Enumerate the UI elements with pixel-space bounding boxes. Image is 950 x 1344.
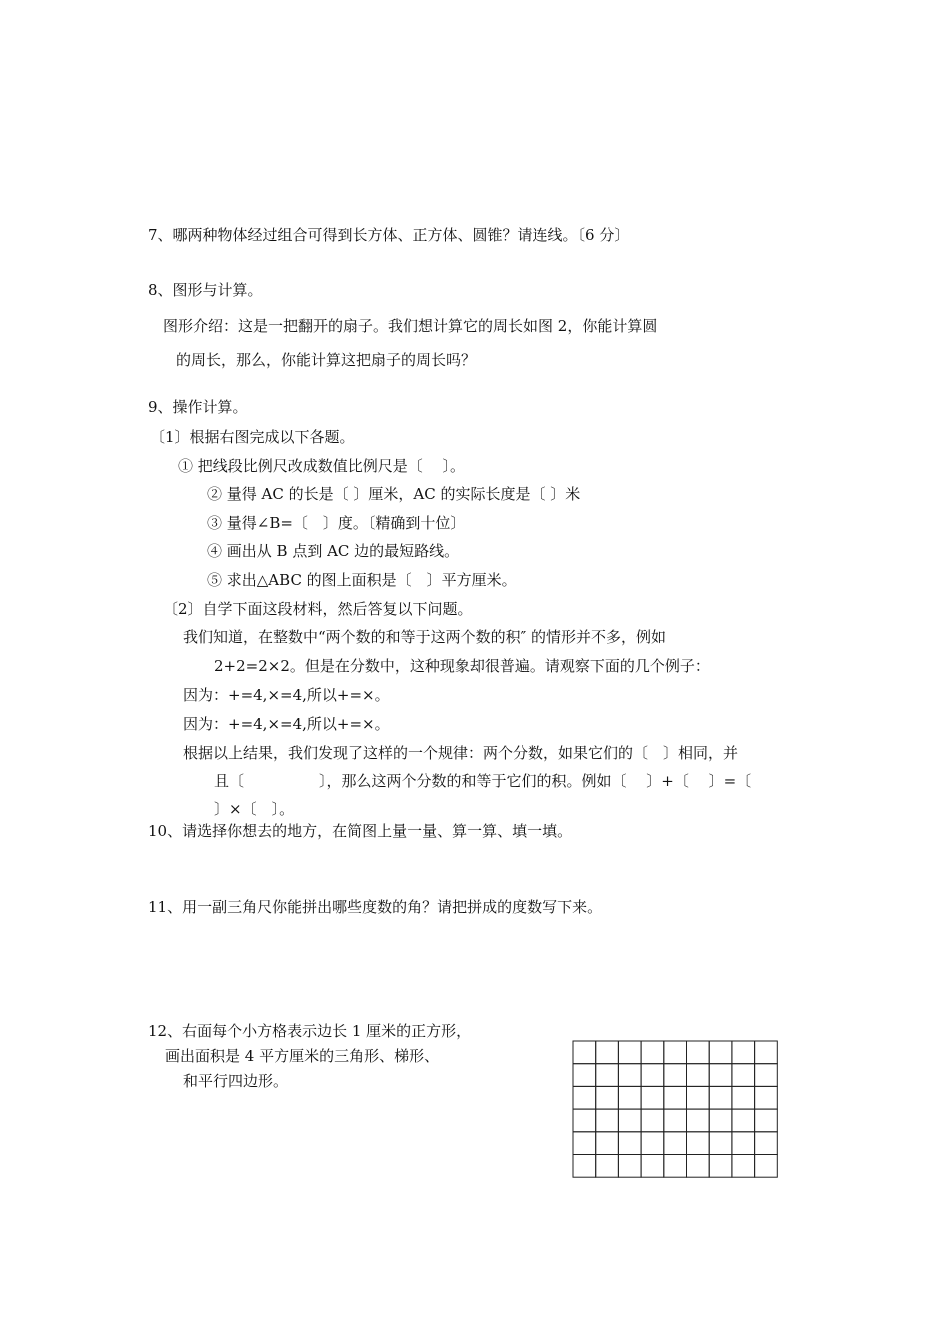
grid-cell: [687, 1109, 710, 1132]
question-9-part-2-rule-line-3: 〕×〔 〕。: [214, 800, 295, 818]
question-10: 10、请选择你想去的地方，在简图上量一量、算一算、填一填。: [148, 822, 573, 840]
question-9-part-1-item-2: ② 量得 AC 的长是〔 〕厘米，AC 的实际长度是〔 〕米: [207, 485, 581, 503]
grid-cell: [573, 1155, 596, 1178]
grid-cell: [596, 1086, 619, 1109]
grid-cell: [596, 1041, 619, 1064]
grid-cell: [618, 1109, 641, 1132]
grid-cell: [709, 1064, 732, 1087]
grid-cell: [664, 1155, 687, 1178]
square-grid: [572, 1040, 779, 1179]
grid-cell: [732, 1155, 755, 1178]
question-9-part-1-item-3: ③ 量得∠B=〔 〕度。〔精确到十位〕: [207, 514, 466, 532]
grid-cell: [709, 1086, 732, 1109]
grid-cell: [618, 1086, 641, 1109]
question-12-line-1: 12、右面每个小方格表示边长 1 厘米的正方形，: [148, 1022, 472, 1040]
grid-cell: [573, 1064, 596, 1087]
question-9-part-2-rule-line-2: 且〔 〕，那么这两个分数的和等于它们的积。例如〔 〕+〔 〕=〔: [214, 772, 752, 790]
question-7: 7、哪两种物体经过组合可得到长方体、正方体、圆锥？请连线。〔6 分〕: [148, 226, 630, 244]
question-9-part-2-paragraph-line-1: 我们知道，在整数中“两个数的和等于这两个数的积″ 的情形并不多，例如: [183, 628, 667, 646]
grid-cell: [755, 1109, 778, 1132]
grid-cell: [755, 1155, 778, 1178]
grid-cell: [664, 1086, 687, 1109]
question-9-part-1-item-4: ④ 画出从 B 点到 AC 边的最短路线。: [207, 542, 460, 560]
question-9-title: 9、操作计算。: [148, 398, 248, 416]
question-9-part-1-item-1: ① 把线段比例尺改成数值比例尺是〔 〕。: [178, 457, 466, 475]
grid-cell: [641, 1109, 664, 1132]
grid-cell: [709, 1109, 732, 1132]
grid-cell: [596, 1155, 619, 1178]
grid-cell: [709, 1155, 732, 1178]
grid-cell: [596, 1109, 619, 1132]
grid-cell: [596, 1132, 619, 1155]
question-9-part-2-example-2: 因为：+=4,×=4,所以+=×。: [183, 715, 390, 733]
grid-cell: [755, 1041, 778, 1064]
grid-cell: [641, 1064, 664, 1087]
grid-cell: [732, 1064, 755, 1087]
grid-cell: [641, 1132, 664, 1155]
question-9-part-1-item-5: ⑤ 求出△ABC 的图上面积是〔 〕平方厘米。: [207, 571, 517, 589]
grid-cell: [687, 1064, 710, 1087]
grid-cell: [641, 1086, 664, 1109]
grid-cell: [641, 1041, 664, 1064]
grid-cell: [732, 1041, 755, 1064]
question-9-part-1-heading: 〔1〕根据右图完成以下各题。: [150, 428, 355, 446]
question-12-line-3: 和平行四边形。: [183, 1072, 289, 1090]
grid-cell: [573, 1086, 596, 1109]
grid-cell: [664, 1064, 687, 1087]
grid-cell: [709, 1041, 732, 1064]
grid-cell: [687, 1132, 710, 1155]
grid-cell: [664, 1132, 687, 1155]
grid-cell: [732, 1109, 755, 1132]
grid-cell: [573, 1109, 596, 1132]
question-8-title: 8、图形与计算。: [148, 281, 263, 299]
grid-cell: [755, 1064, 778, 1087]
grid-cell: [709, 1132, 732, 1155]
grid-cell: [687, 1041, 710, 1064]
grid-cell: [732, 1132, 755, 1155]
question-8-intro-line-1: 图形介绍：这是一把翻开的扇子。我们想计算它的周长如图 2，你能计算圆: [163, 317, 658, 335]
grid-cell: [755, 1086, 778, 1109]
grid-cell: [664, 1109, 687, 1132]
question-8-intro-line-2: 的周长，那么，你能计算这把扇子的周长吗？: [176, 351, 477, 369]
question-9-part-2-rule-line-1: 根据以上结果，我们发现了这样的一个规律：两个分数，如果它们的〔 〕相同，并: [183, 744, 739, 762]
grid-cell: [618, 1041, 641, 1064]
grid-cell: [618, 1155, 641, 1178]
grid-cell: [687, 1155, 710, 1178]
grid-cell: [573, 1041, 596, 1064]
grid-cell: [596, 1064, 619, 1087]
grid-cell: [755, 1132, 778, 1155]
question-9-part-2-heading: 〔2〕自学下面这段材料，然后答复以下问题。: [163, 600, 473, 618]
grid-cell: [732, 1086, 755, 1109]
grid-cell: [641, 1155, 664, 1178]
question-9-part-2-example-1: 因为：+=4,×=4,所以+=×。: [183, 686, 390, 704]
question-9-part-2-paragraph-line-2: 2+2=2×2。但是在分数中，这种现象却很普遍。请观察下面的几个例子：: [214, 657, 710, 675]
grid-cell: [573, 1132, 596, 1155]
grid-cell: [687, 1086, 710, 1109]
question-11: 11、用一副三角尺你能拼出哪些度数的角？请把拼成的度数写下来。: [148, 898, 603, 916]
grid-cell: [618, 1064, 641, 1087]
grid-cell: [664, 1041, 687, 1064]
question-12-line-2: 画出面积是 4 平方厘米的三角形、梯形、: [165, 1047, 440, 1065]
grid-cell: [618, 1132, 641, 1155]
